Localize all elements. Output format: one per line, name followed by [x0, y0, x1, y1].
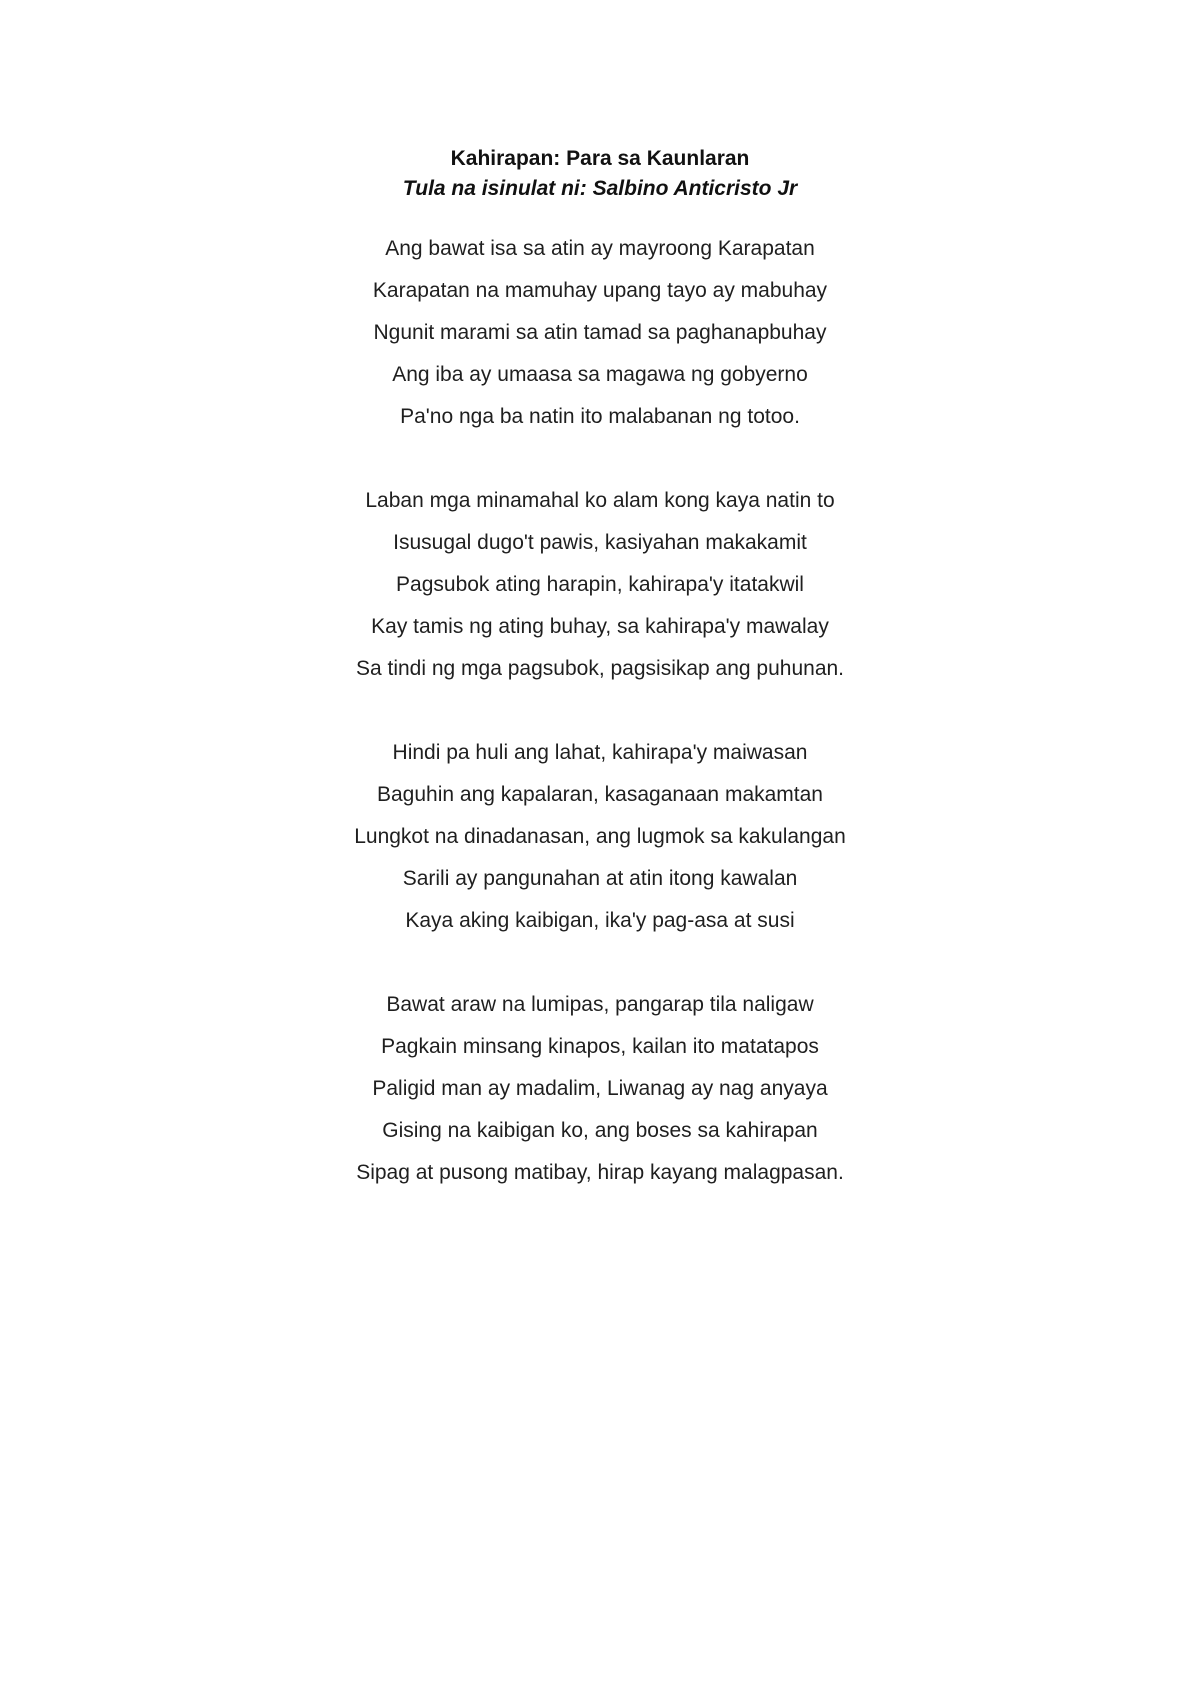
poem-line: Sa tindi ng mga pagsubok, pagsisikap ang puhunan. — [355, 657, 845, 680]
poem-line: Paligid man ay madalim, Liwanag ay nag anyaya — [372, 1077, 828, 1100]
poem-line: Ang bawat isa sa atin ay mayroong Karapatan — [385, 237, 815, 260]
poem-line: Kaya aking kaibigan, ika'y pag-asa at susi — [405, 909, 795, 932]
poem-line: Baguhin ang kapalaran, kasaganaan makamtan — [377, 783, 823, 806]
stanza-3 — [0, 732, 1200, 942]
poem-line: Kay tamis ng ating buhay, sa kahirapa'y mawalay — [371, 615, 829, 638]
poem-body — [0, 228, 1200, 1236]
stanza-2 — [0, 480, 1200, 690]
poem-line: Lungkot na dinadanasan, ang lugmok sa kakulangan — [354, 825, 846, 848]
poem-line: Pagkain minsang kinapos, kailan ito matatapos — [381, 1035, 819, 1058]
poem-line: Ngunit marami sa atin tamad sa paghanapbuhay — [373, 321, 827, 344]
poem-line: Sarili ay pangunahan at atin itong kawalan — [402, 867, 798, 890]
poem-line: Hindi pa huli ang lahat, kahirapa'y maiwasan — [392, 741, 808, 764]
poem-line: Gising na kaibigan ko, ang boses sa kahirapan — [382, 1119, 818, 1142]
poem-header — [0, 144, 1200, 204]
poem-line: Pa'no nga ba natin ito malabanan ng totoo. — [400, 405, 800, 428]
poem-title: Kahirapan: Para sa Kaunlaran — [450, 147, 750, 170]
poem-line: Laban mga minamahal ko alam kong kaya natin to — [365, 489, 835, 512]
poem-author-line: Tula na isinulat ni: Salbino Anticristo Jr — [402, 177, 798, 200]
poem-line: Sipag at pusong matibay, hirap kayang malagpasan. — [356, 1161, 844, 1184]
poem-line: Bawat araw na lumipas, pangarap tila naligaw — [386, 993, 814, 1016]
stanza-1 — [0, 228, 1200, 438]
poem-line: Karapatan na mamuhay upang tayo ay mabuhay — [372, 279, 828, 302]
poem-line: Pagsubok ating harapin, kahirapa'y itatakwil — [396, 573, 804, 596]
stanza-4 — [0, 984, 1200, 1194]
poem-line: Isusugal dugo't pawis, kasiyahan makakamit — [393, 531, 807, 554]
poem-line: Ang iba ay umaasa sa magawa ng gobyerno — [392, 363, 808, 386]
